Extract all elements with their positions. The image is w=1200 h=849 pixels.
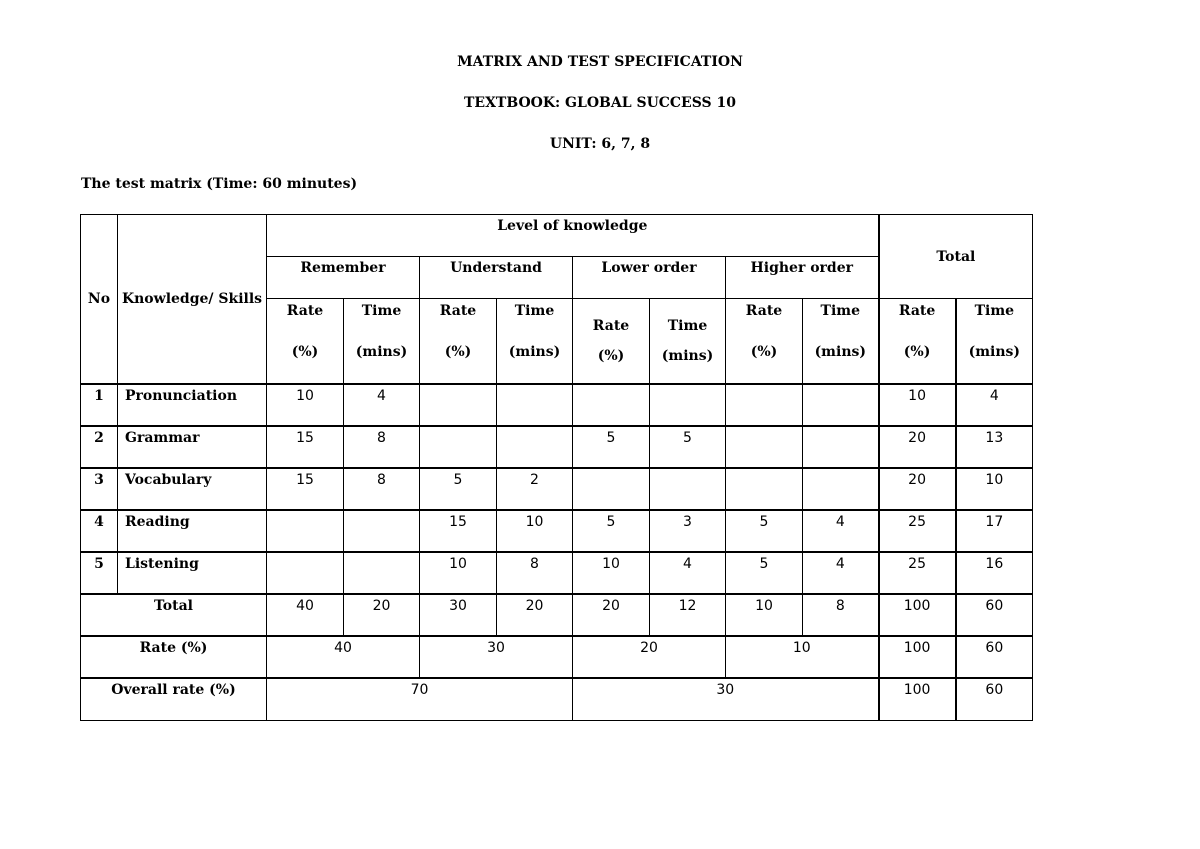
cell: 20 [573, 594, 650, 636]
cell-total-rate: 25 [879, 510, 956, 552]
table-row [81, 510, 1033, 552]
table-row [81, 426, 1033, 468]
rate-row [81, 636, 1033, 678]
total-row-label: Total [81, 594, 267, 636]
cell-total-rate: 10 [879, 384, 956, 426]
cell: 2 [497, 468, 573, 510]
cell: 10 [726, 594, 803, 636]
skill-name: Vocabulary [118, 468, 267, 510]
overall-rate-row [81, 678, 1033, 720]
cell [420, 384, 497, 426]
level-lower-order: Lower order [573, 257, 726, 299]
skill-name: Reading [118, 510, 267, 552]
cell: 5 [726, 510, 803, 552]
cell [726, 384, 803, 426]
cell-total-time: 10 [956, 468, 1033, 510]
cell: 8 [497, 552, 573, 594]
row-number: 4 [81, 510, 118, 552]
total-row [81, 594, 1033, 636]
cell [573, 468, 650, 510]
remember-time-header: Time (mins) [344, 299, 420, 385]
cell [344, 552, 420, 594]
row-number: 2 [81, 426, 118, 468]
lower-time-header: Time (mins) [650, 299, 726, 385]
cell: 4 [650, 552, 726, 594]
cell-total-time: 4 [956, 384, 1033, 426]
cell [267, 552, 344, 594]
overall-rate-label: Overall rate (%) [81, 678, 267, 720]
table-row [81, 384, 1033, 426]
cell: 10 [267, 384, 344, 426]
table-row [81, 552, 1033, 594]
total-header: Total [879, 215, 1033, 299]
cell: 5 [573, 426, 650, 468]
cell [803, 468, 879, 510]
rate-understand: 30 [420, 636, 573, 678]
rate-total-time: 60 [956, 636, 1033, 678]
cell-total-time: 60 [956, 594, 1033, 636]
understand-time-header: Time (mins) [497, 299, 573, 385]
col-skills-header: Knowledge/ Skills [118, 215, 267, 385]
level-higher-order: Higher order [726, 257, 879, 299]
cell: 12 [650, 594, 726, 636]
rate-lower-order: 20 [573, 636, 726, 678]
cell: 15 [267, 468, 344, 510]
rate-total-rate: 100 [879, 636, 956, 678]
total-time-header: Time (mins) [956, 299, 1033, 385]
cell: 8 [344, 426, 420, 468]
overall-rate-lower-levels: 70 [267, 678, 573, 720]
cell: 40 [267, 594, 344, 636]
level-of-knowledge-header: Level of knowledge [267, 215, 879, 257]
rate-remember: 40 [267, 636, 420, 678]
overall-rate-higher-levels: 30 [573, 678, 879, 720]
test-matrix-table [80, 214, 1033, 721]
cell [803, 426, 879, 468]
cell-total-rate: 20 [879, 468, 956, 510]
cell: 5 [726, 552, 803, 594]
unit-title: UNIT: 6, 7, 8 [549, 136, 651, 152]
cell: 4 [344, 384, 420, 426]
cell [803, 384, 879, 426]
row-number: 1 [81, 384, 118, 426]
header-row-level [81, 215, 1033, 257]
total-rate-header: Rate (%) [879, 299, 956, 385]
skill-name: Grammar [118, 426, 267, 468]
rate-higher-order: 10 [726, 636, 879, 678]
cell-total-rate: 25 [879, 552, 956, 594]
remember-rate-header: Rate (%) [267, 299, 344, 385]
cell: 5 [650, 426, 726, 468]
rate-row-label: Rate (%) [81, 636, 267, 678]
cell: 4 [803, 510, 879, 552]
cell [267, 510, 344, 552]
cell: 5 [420, 468, 497, 510]
row-number: 5 [81, 552, 118, 594]
cell-total-time: 16 [956, 552, 1033, 594]
cell: 8 [344, 468, 420, 510]
cell-total-rate: 20 [879, 426, 956, 468]
cell: 10 [420, 552, 497, 594]
cell [650, 384, 726, 426]
cell: 15 [420, 510, 497, 552]
cell: 5 [573, 510, 650, 552]
row-number: 3 [81, 468, 118, 510]
level-remember: Remember [267, 257, 420, 299]
skill-name: Listening [118, 552, 267, 594]
cell: 10 [573, 552, 650, 594]
cell [344, 510, 420, 552]
cell: 8 [803, 594, 879, 636]
cell-total-time: 13 [956, 426, 1033, 468]
table-row [81, 468, 1033, 510]
cell: 4 [803, 552, 879, 594]
textbook-title: TEXTBOOK: GLOBAL SUCCESS 10 [463, 95, 736, 111]
cell [497, 426, 573, 468]
overall-total-time: 60 [956, 678, 1033, 720]
cell: 30 [420, 594, 497, 636]
lower-rate-header: Rate (%) [573, 299, 650, 385]
matrix-intro: The test matrix (Time: 60 minutes) [81, 176, 358, 192]
cell: 20 [497, 594, 573, 636]
cell: 15 [267, 426, 344, 468]
higher-time-header: Time (mins) [803, 299, 879, 385]
cell: 10 [497, 510, 573, 552]
higher-rate-header: Rate (%) [726, 299, 803, 385]
level-understand: Understand [420, 257, 573, 299]
understand-rate-header: Rate (%) [420, 299, 497, 385]
cell [726, 468, 803, 510]
cell-total-rate: 100 [879, 594, 956, 636]
document-title: MATRIX AND TEST SPECIFICATION [457, 54, 743, 70]
cell [420, 426, 497, 468]
col-no-header: No [81, 215, 118, 385]
cell-total-time: 17 [956, 510, 1033, 552]
skill-name: Pronunciation [118, 384, 267, 426]
cell [726, 426, 803, 468]
cell [497, 384, 573, 426]
cell [650, 468, 726, 510]
overall-total-rate: 100 [879, 678, 956, 720]
cell: 3 [650, 510, 726, 552]
cell [573, 384, 650, 426]
cell: 20 [344, 594, 420, 636]
